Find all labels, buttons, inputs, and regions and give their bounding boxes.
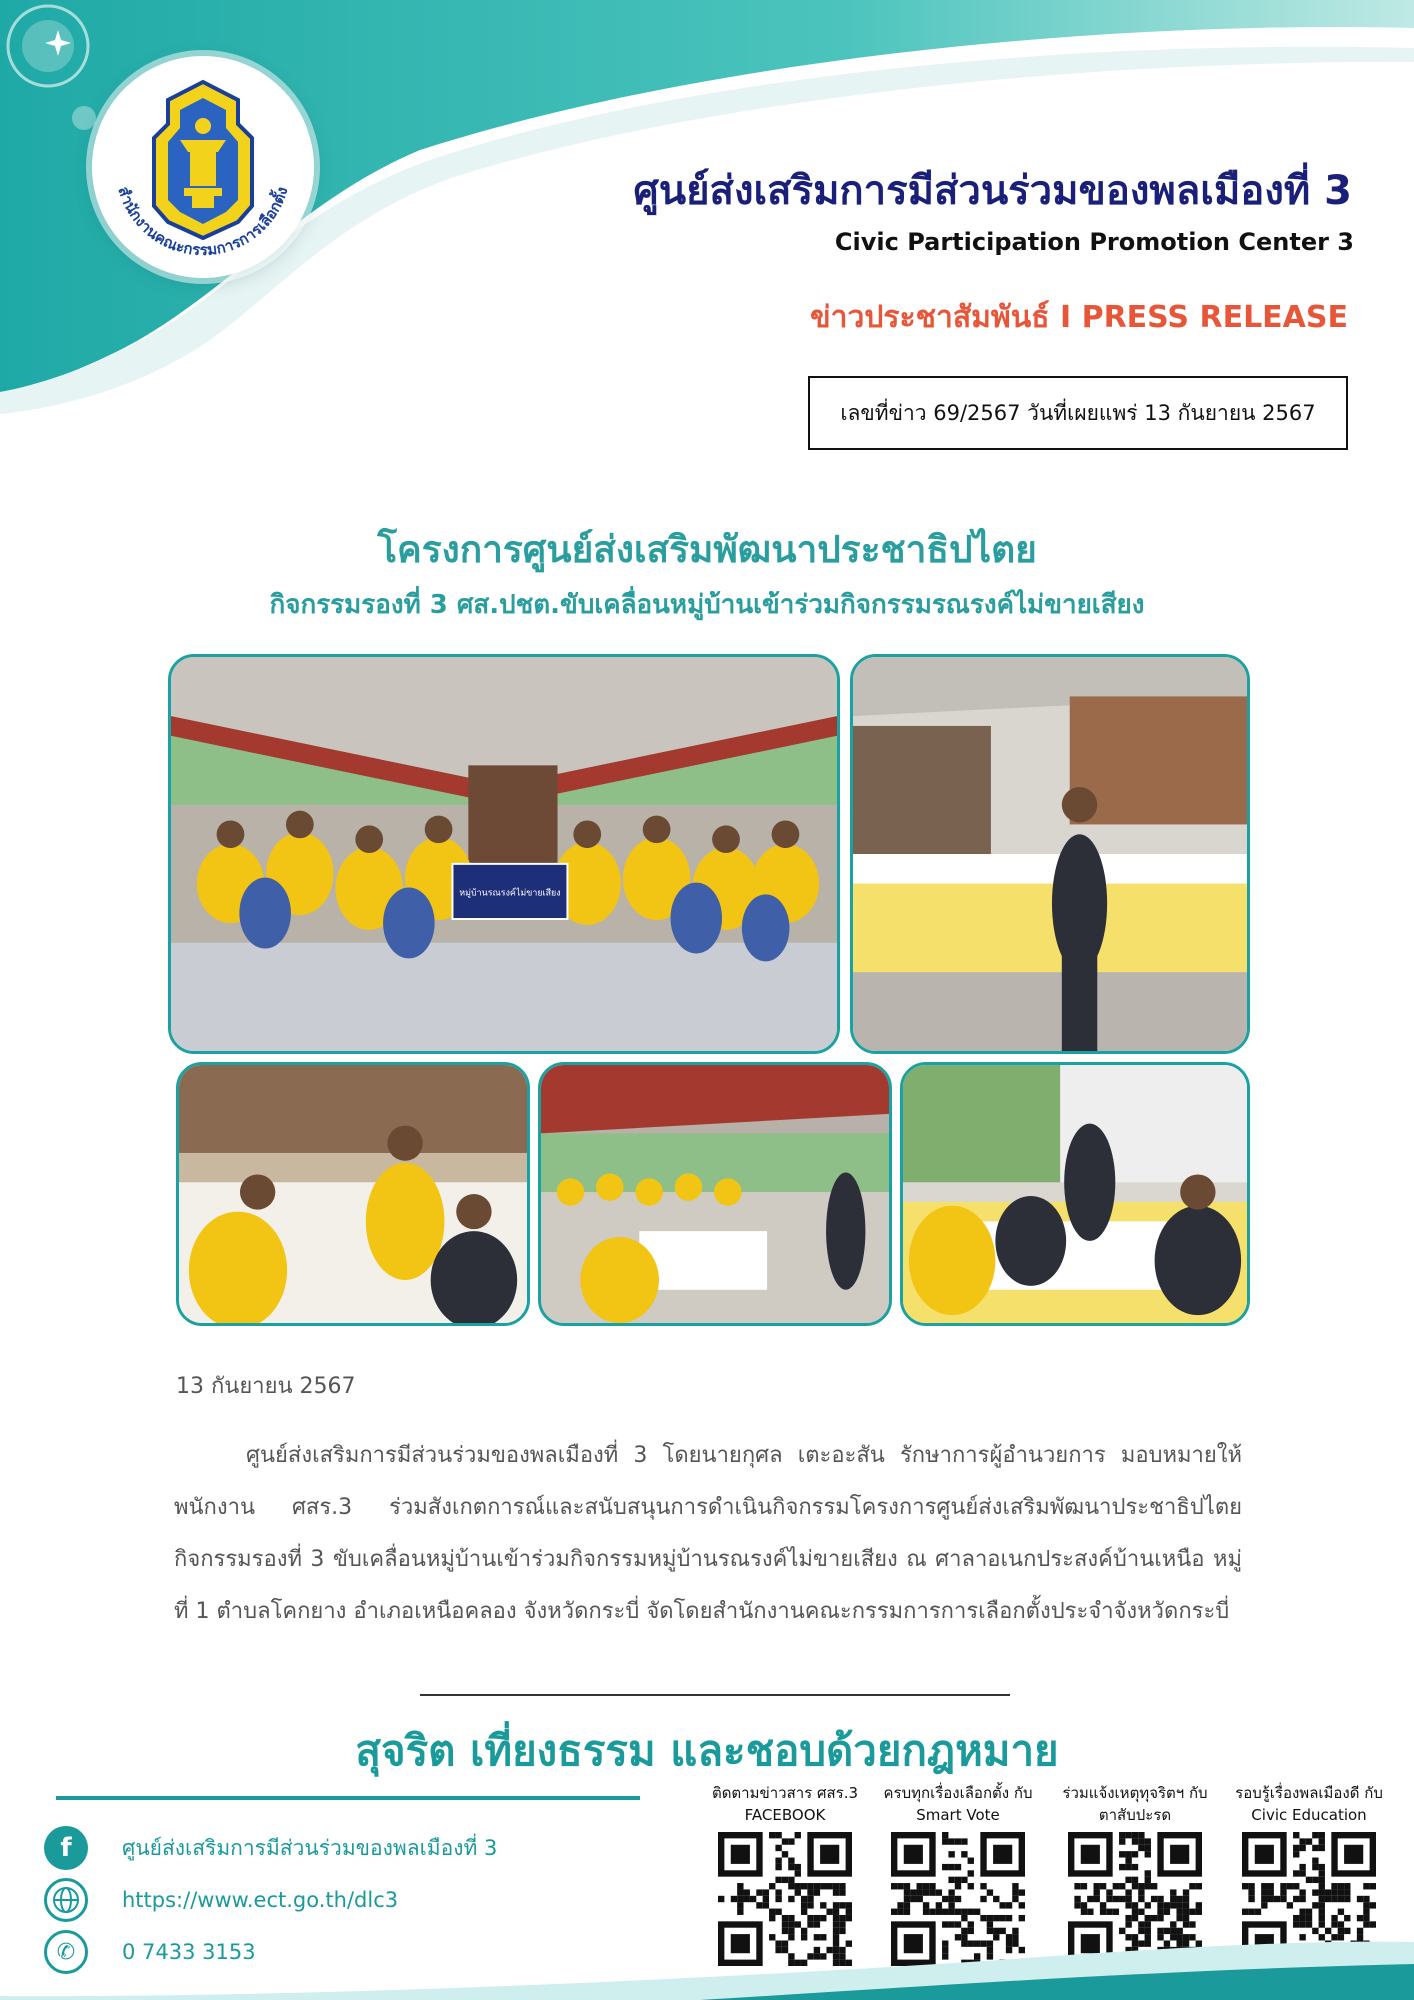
org-name-thai: ศูนย์ส่งเสริมการมีส่วนร่วมของพลเมืองที่ 3 [633, 168, 1352, 214]
article-body [174, 1430, 1242, 1638]
photo-audience [538, 1062, 892, 1326]
qr-facebook-label: ติดตามข่าวสาร ศสร.3 FACEBOOK [711, 1784, 859, 1824]
ect-logo [92, 56, 314, 278]
article-paragraph: ศูนย์ส่งเสริมการมีส่วนร่วมของพลเมืองที่ 3 โดยนายกุศล เตะอะสัน รักษาการผู้อำนวยการ มอบหมายให้พนักงาน ศสร.3 ร่วมสังเกตการณ์และสนับสนุนการดำเนินกิจกรรมโครงการศูนย์ส่งเสริมพัฒนาประชาธิปไตย กิจกรรมรองที่ 3 ขับเคลื่อนหมู่บ้านเข้าร่วมกิจกรรมหมู่บ้านรณรงค์ไม่ขายเสียง ณ ศาลาอเนกประสงค์บ้านเหนือ หมู่ที่ 1 ตำบลโคกยาง อำเภอเหนือคลอง จังหวัดกระบี่ จัดโดยสำนักงานคณะกรรมการการเลือกตั้งประจำจังหวัดกระบี่ [174, 1443, 1242, 1624]
qr-civic-education-label: รอบรู้เรื่องพลเมืองดี กับ Civic Education [1235, 1784, 1383, 1824]
qr-smart-vote-label: ครบทุกเรื่องเลือกตั้ง กับ Smart Vote [883, 1784, 1033, 1824]
news-number-box [808, 376, 1348, 450]
facebook-icon: f [44, 1826, 88, 1870]
ect-emblem-icon [92, 56, 314, 278]
news-number: เลขที่ข่าว 69/2567 วันที่เผยแพร่ 13 กันยายน 2567 [840, 400, 1316, 425]
article-date: 13 กันยายน 2567 [176, 1374, 356, 1399]
photo-group [168, 654, 840, 1054]
qr-ta-sapparot-label: ร่วมแจ้งเหตุทุจริตฯ กับ ตาสับปะรด [1062, 1784, 1208, 1824]
logo-text: สำนักงานคณะกรรมการการเลือกตั้ง [114, 184, 292, 260]
org-name-english: Civic Participation Promotion Center 3 [834, 228, 1354, 256]
contact-phone-text: 0 7433 3153 [122, 1940, 256, 1964]
group-banner-text: หมู่บ้านรณรงค์ไม่ขายเสียง [459, 888, 561, 899]
contact-facebook[interactable] [44, 1826, 497, 1870]
project-title: โครงการศูนย์ส่งเสริมพัฒนาประชาธิปไตย [377, 528, 1037, 571]
press-release-label: ข่าวประชาสัมพันธ์ I PRESS RELEASE [810, 300, 1348, 335]
phone-icon: ✆ [44, 1930, 88, 1974]
project-subtitle: กิจกรรมรองที่ 3 ศส.ปชต.ขับเคลื่อนหมู่บ้านเข้าร่วมกิจกรรมรณรงค์ไม่ขายเสียง [269, 590, 1145, 620]
slogan: สุจริต เที่ยงธรรม และชอบด้วยกฎหมาย [355, 1726, 1059, 1775]
footer-divider [420, 1694, 1010, 1696]
contact-website-text: https://www.ect.go.th/dlc3 [122, 1888, 399, 1912]
slogan-underline [56, 1796, 640, 1800]
photo-registration-1 [176, 1062, 530, 1326]
photo-registration-2 [900, 1062, 1250, 1326]
photo-speaker [850, 654, 1250, 1054]
contact-facebook-text: ศูนย์ส่งเสริมการมีส่วนร่วมของพลเมืองที่ 3 [122, 1835, 498, 1860]
footer-wave-decoration [0, 1900, 1414, 2000]
